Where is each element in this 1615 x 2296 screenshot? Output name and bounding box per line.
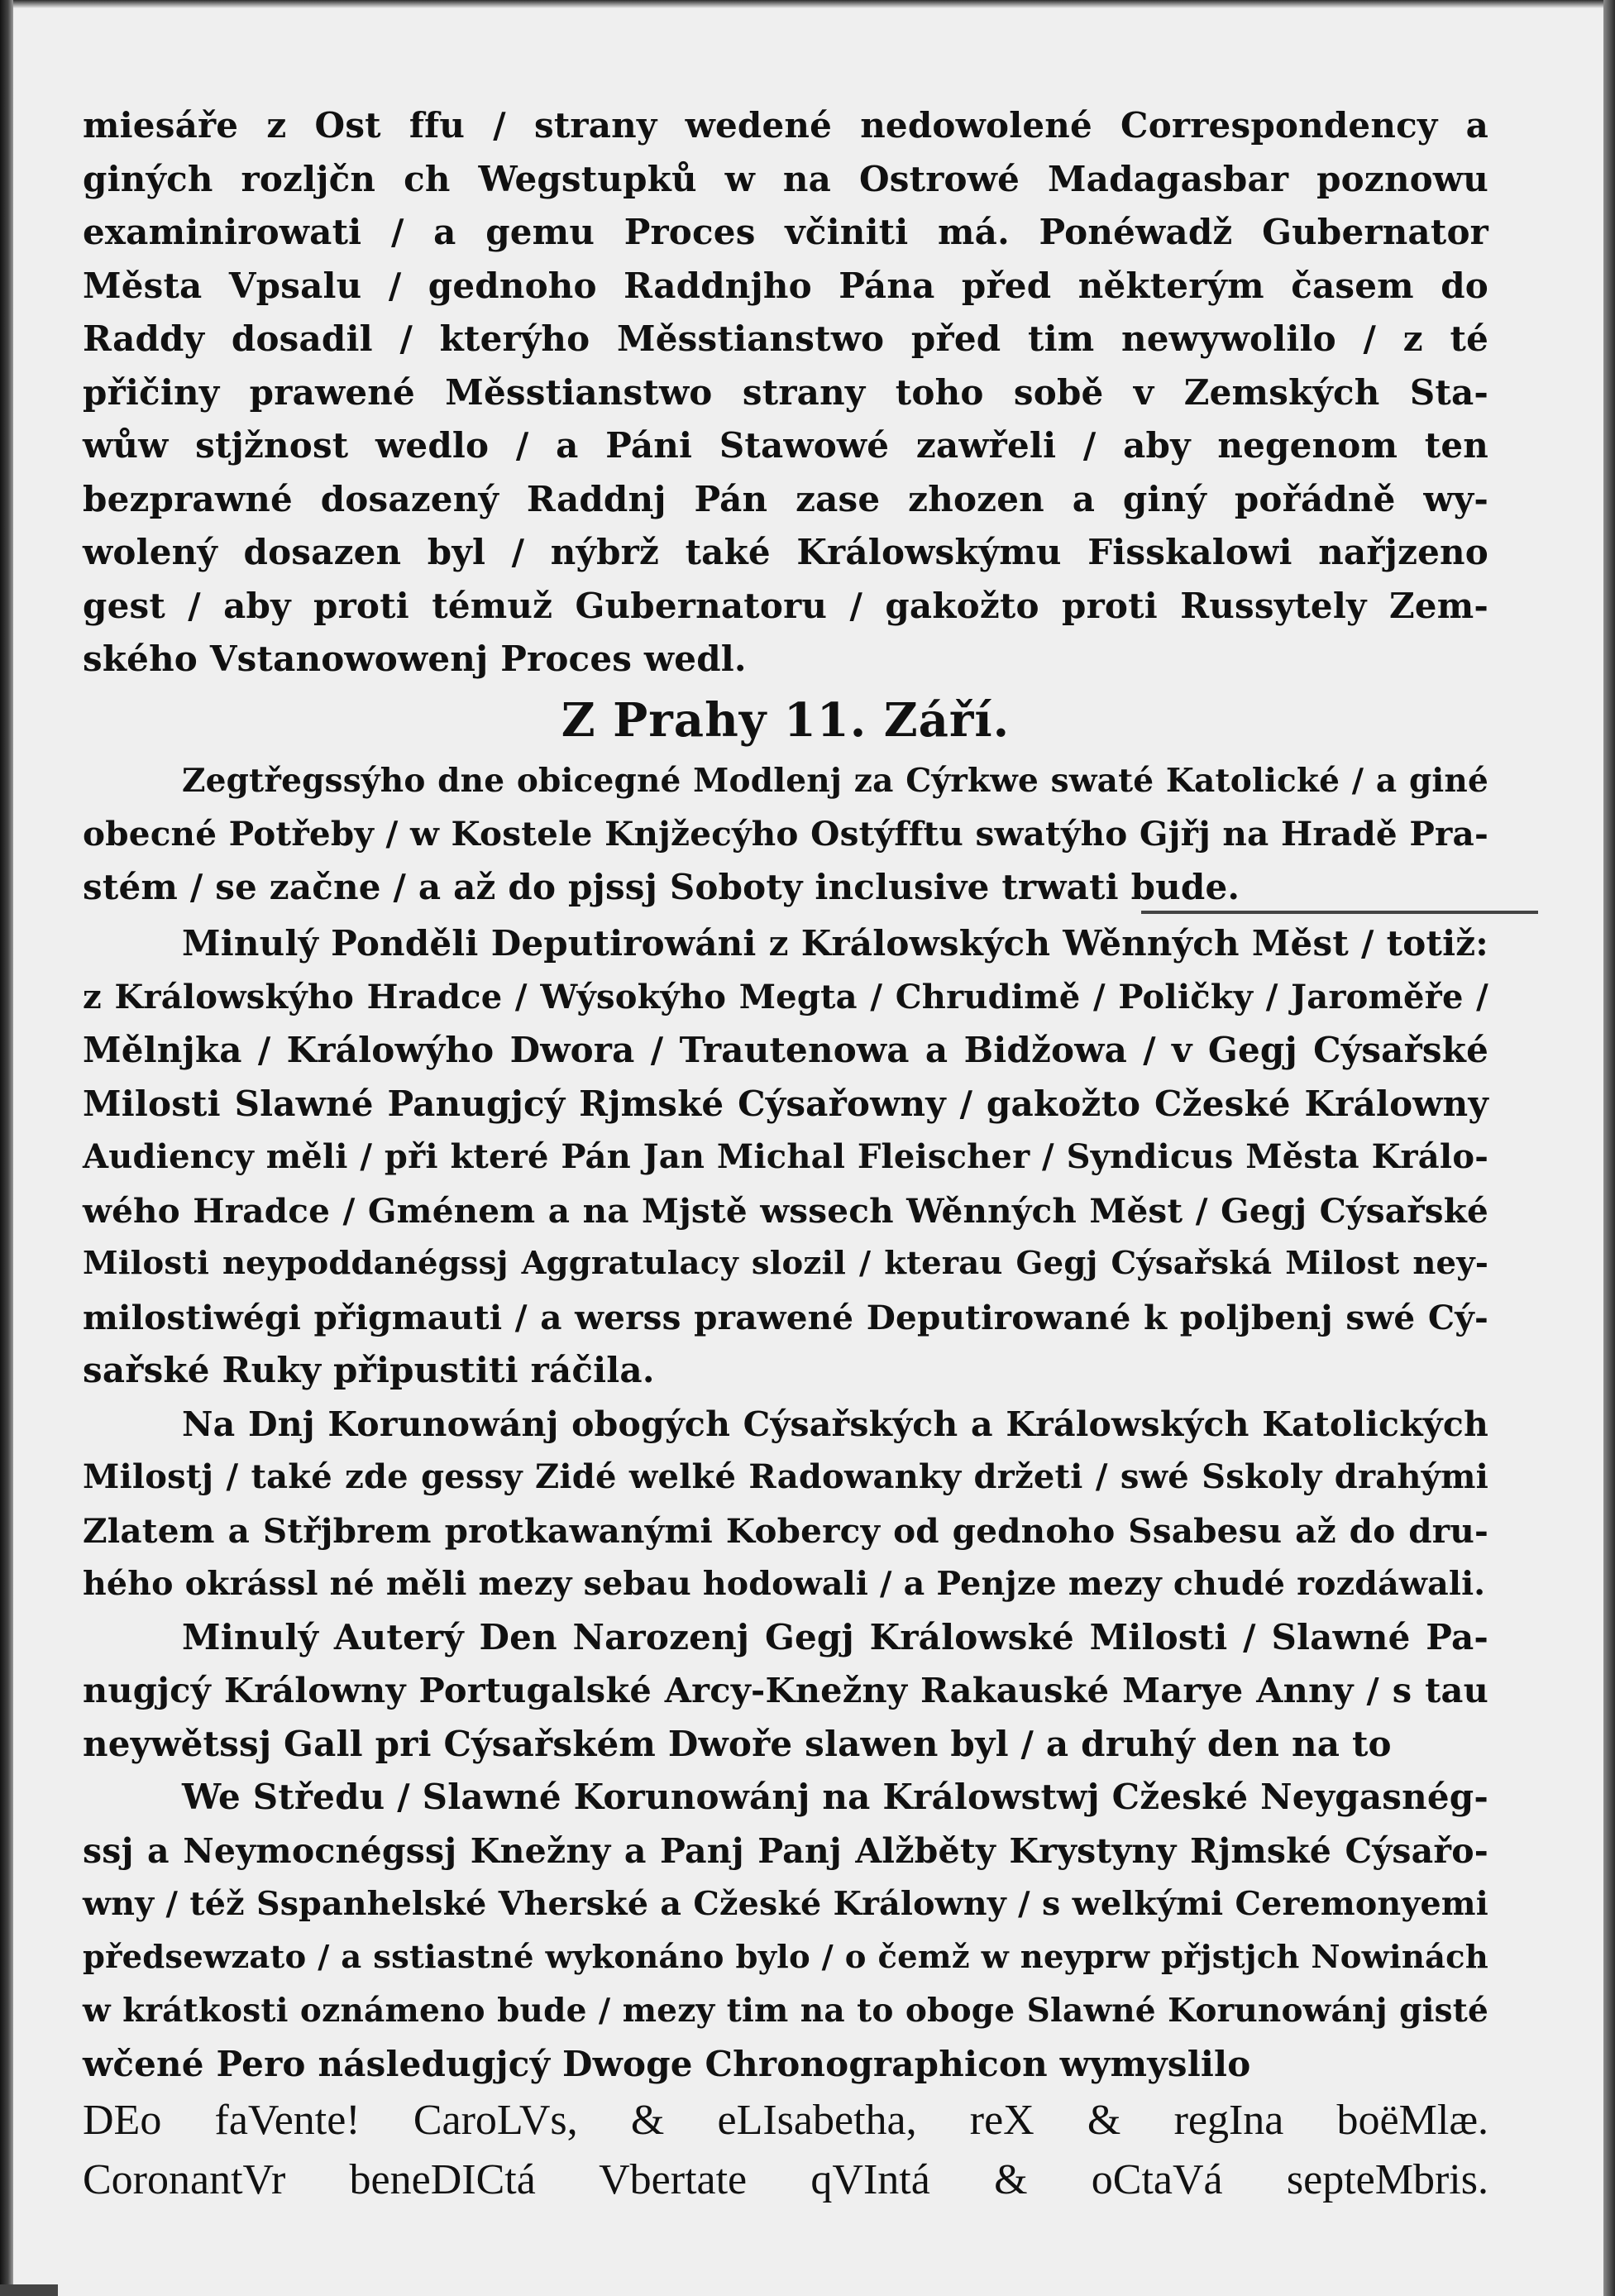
text-line: z Králowskýho Hradce / Wýsokýho Megta / Chrudimě / Poličky / Jaroměře / xyxy=(83,977,1488,1016)
right-page-edge xyxy=(1603,0,1615,2296)
text-line: miesáře z Ost ffu / strany wedené nedowolené Correspondency a xyxy=(83,105,1488,146)
text-line: wčené Pero následugjcý Dwoge Chronographicon wymyslilo xyxy=(83,2043,1251,2084)
text-line: Raddy dosadil / kterýho Měsstianstwo před tim newywolilo / z té xyxy=(83,318,1488,359)
deputation-paragraph xyxy=(83,917,1488,1398)
text-line: wůw stjžnost wedlo / a Páni Stawowé zawřeli / aby negenom ten xyxy=(83,425,1488,466)
text-line: ského Vstanowowenj Proces wedl. xyxy=(83,639,747,679)
text-line: ssj a Neymocnégssj Knežny a Panj Panj Alžběty Krystyny Rjmské Cýsařo- xyxy=(83,1830,1488,1871)
text-line: gest / aby proti témuž Gubernatoru / gakožto proti Russytely Zem- xyxy=(83,585,1488,626)
text-line: stém / se začne / a až do pjssj Soboty inclusive trwati bude. xyxy=(83,866,1240,907)
text-line: wolený dosazen byl / nýbrž také Králowskýmu Fisskalowi nařjzeno xyxy=(83,532,1488,572)
text-line: neywětssj Gall pri Cýsařském Dwoře slawen byl / a druhý den na to xyxy=(83,1723,1392,1764)
dateline-heading: Z Prahy 11. Září. xyxy=(561,692,1011,748)
text-line: Zlatem a Střjbrem protkawanými Kobercy od gednoho Ssabesu až do dru- xyxy=(83,1510,1488,1551)
text-line: Na Dnj Korunowánj obogých Cýsařských a Králowských Katolických xyxy=(182,1404,1488,1444)
text-line: Minulý Auterý Den Narozenj Gegj Králowské Milosti / Slawné Pa- xyxy=(182,1616,1488,1657)
text-line: Zegtřegssýho dne obicegné Modlenj za Cýrkwe swaté Katolické / a giné xyxy=(182,761,1488,800)
text-line: Milosti Slawné Panugjcý Rjmské Cýsařowny / gakožto Cžeské Králowny xyxy=(83,1083,1488,1124)
text-line: hého okrássl né měli mezy sebau hodowali / a Penjze mezy chudé rozdáwali. xyxy=(83,1565,1486,1603)
text-line: předsewzato / a sstiastné wykonáno bylo / o čemž w neyprw přjstjch Nowinách xyxy=(83,1938,1488,1976)
text-line: Mělnjka / Králowýho Dwora / Trautenowa a Bidžowa / v Gegj Cýsařské xyxy=(83,1030,1488,1070)
chronogram-line: CoronantVr beneDICtá Vbertate qVIntá & oCtaVá septeMbris. xyxy=(83,2156,1488,2203)
text-line: obecné Potřeby / w Kostele Knjžecýho Ostýfftu swatýho Gjřj na Hradě Pra- xyxy=(83,814,1488,854)
text-line: přičiny prawené Měsstianstwo strany toho sobě v Zemských Sta- xyxy=(83,371,1488,413)
notice-paragraph xyxy=(83,754,1488,915)
top-shadow-edge xyxy=(0,0,1615,8)
chronogram-line: DEo faVente! CaroLVs, & eLIsabetha, reX & regIna boëMlæ. xyxy=(83,2097,1488,2144)
coronation-paragraph xyxy=(83,1398,1488,1611)
text-line: sařské Ruky připustiti ráčila. xyxy=(83,1350,655,1390)
text-line: Minulý Ponděli Deputirowáni z Králowských Wěnných Měst / totiž: xyxy=(182,923,1488,964)
bottom-corner-mark xyxy=(0,2284,58,2296)
article-paragraph xyxy=(83,99,1488,686)
text-line: w krátkosti oznámeno bude / mezy tim na to oboge Slawné Korunowánj gisté xyxy=(83,1992,1488,2030)
text-line: Milosti neypoddanégssj Aggratulacy slozil / kterau Gegj Cýsařská Milost ney- xyxy=(83,1245,1488,1282)
text-line: bezprawné dosazený Raddnj Pán zase zhozen a giný pořádně wy- xyxy=(83,478,1488,519)
text-line: milostiwégi přigmauti / a werss prawené Deputirowané k poljbenj swé Cý- xyxy=(83,1297,1488,1337)
wednesday-paragraph xyxy=(83,1771,1488,2091)
text-line: Města Vpsalu / gednoho Raddnjho Pána před některým časem do xyxy=(83,265,1488,306)
text-line: We Středu / Slawné Korunowánj na Králowstwj Cžeské Neygasnég- xyxy=(182,1777,1488,1817)
text-line: Milostj / také zde gessy Zidé welké Radowanky držeti / swé Sskoly drahými xyxy=(83,1457,1488,1496)
birthday-paragraph xyxy=(83,1611,1488,1772)
newspaper-page-text xyxy=(83,99,1488,2210)
text-line: nugjcý Králowny Portugalské Arcy-Knežny Rakauské Marye Anny / s tau xyxy=(83,1670,1488,1710)
text-line: wého Hradce / Gménem a na Mjstě wssech Wěnných Měst / Gegj Cýsařské xyxy=(83,1190,1488,1231)
text-line: giných rozljčn ch Wegstupků w na Ostrowé Madagasbar poznowu xyxy=(83,158,1488,199)
text-line: examinirowati / a gemu Proces včiniti má. Ponéwadž Gubernator xyxy=(83,212,1488,252)
chronogram-block xyxy=(83,2091,1488,2210)
text-line: wny / též Sspanhelské Vherské a Cžeské Králowny / s welkými Ceremonyemi xyxy=(83,1885,1488,1923)
left-binding-edge xyxy=(0,0,13,2296)
text-line: Audiency měli / při které Pán Jan Michal Fleischer / Syndicus Města Králo- xyxy=(83,1137,1488,1176)
